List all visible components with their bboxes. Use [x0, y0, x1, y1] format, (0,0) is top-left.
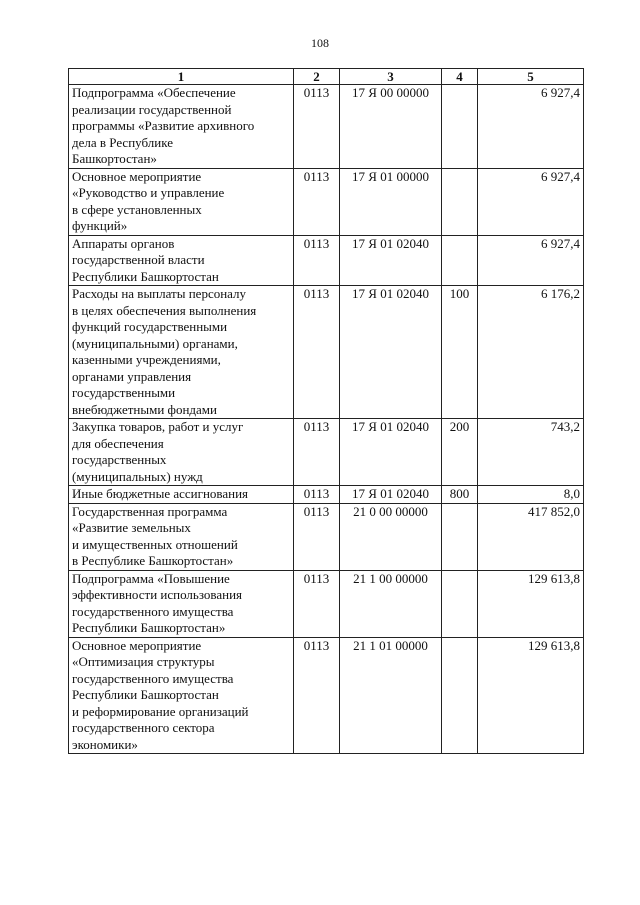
row-target: 17 Я 01 02040 [340, 486, 442, 504]
row-section: 0113 [294, 168, 340, 235]
row-target: 17 Я 00 00000 [340, 85, 442, 169]
row-target: 17 Я 01 02040 [340, 419, 442, 486]
row-type: 100 [442, 286, 478, 419]
row-type: 800 [442, 486, 478, 504]
table-row [69, 637, 584, 754]
row-section: 0113 [294, 486, 340, 504]
row-section: 0113 [294, 503, 340, 570]
row-target: 17 Я 01 02040 [340, 286, 442, 419]
row-name: Подпрограмма «Обеспечение реализации государственной программы «Развитие архивного дела в Республике Башкортостан» [69, 85, 294, 169]
table-row [69, 235, 584, 286]
table-row [69, 486, 584, 504]
budget-table [68, 68, 584, 754]
table-row [69, 419, 584, 486]
table-header-row [69, 69, 584, 85]
table-row [69, 570, 584, 637]
header-col-1: 1 [69, 69, 294, 85]
table-row [69, 503, 584, 570]
row-target: 21 0 00 00000 [340, 503, 442, 570]
row-amount: 129 613,8 [478, 637, 584, 754]
row-name: Основное мероприятие «Оптимизация структуры государственного имущества Республики Башкортостан и реформирование организаций государственного сектора экономики» [69, 637, 294, 754]
row-type [442, 168, 478, 235]
table-row [69, 286, 584, 419]
row-type: 200 [442, 419, 478, 486]
row-section: 0113 [294, 286, 340, 419]
row-section: 0113 [294, 85, 340, 169]
row-type [442, 570, 478, 637]
header-col-4: 4 [442, 69, 478, 85]
row-section: 0113 [294, 235, 340, 286]
row-section: 0113 [294, 570, 340, 637]
row-name: Основное мероприятие «Руководство и управление в сфере установленных функций» [69, 168, 294, 235]
row-type [442, 503, 478, 570]
row-name: Аппараты органов государственной власти Республики Башкортостан [69, 235, 294, 286]
row-section: 0113 [294, 419, 340, 486]
row-target: 17 Я 01 02040 [340, 235, 442, 286]
row-target: 21 1 00 00000 [340, 570, 442, 637]
row-amount: 743,2 [478, 419, 584, 486]
row-amount: 6 927,4 [478, 85, 584, 169]
row-amount: 417 852,0 [478, 503, 584, 570]
row-amount: 6 927,4 [478, 168, 584, 235]
row-name: Иные бюджетные ассигнования [69, 486, 294, 504]
table-row [69, 168, 584, 235]
row-type [442, 235, 478, 286]
row-name: Подпрограмма «Повышение эффективности использования государственного имущества Республики Башкортостан» [69, 570, 294, 637]
row-amount: 6 176,2 [478, 286, 584, 419]
row-type [442, 637, 478, 754]
row-target: 21 1 01 00000 [340, 637, 442, 754]
table-row [69, 85, 584, 169]
row-section: 0113 [294, 637, 340, 754]
row-amount: 129 613,8 [478, 570, 584, 637]
page-number: 108 [311, 36, 329, 50]
row-type [442, 85, 478, 169]
row-amount: 8,0 [478, 486, 584, 504]
row-name: Государственная программа «Развитие земельных и имущественных отношений в Республике Башкортостан» [69, 503, 294, 570]
header-col-5: 5 [478, 69, 584, 85]
row-target: 17 Я 01 00000 [340, 168, 442, 235]
header-col-3: 3 [340, 69, 442, 85]
row-name: Расходы на выплаты персоналу в целях обеспечения выполнения функций государственными (муниципальными) органами, казенными учреждениями, органами управления государственными внебюджетными фондами [69, 286, 294, 419]
header-col-2: 2 [294, 69, 340, 85]
row-amount: 6 927,4 [478, 235, 584, 286]
row-name: Закупка товаров, работ и услуг для обеспечения государственных (муниципальных) нужд [69, 419, 294, 486]
